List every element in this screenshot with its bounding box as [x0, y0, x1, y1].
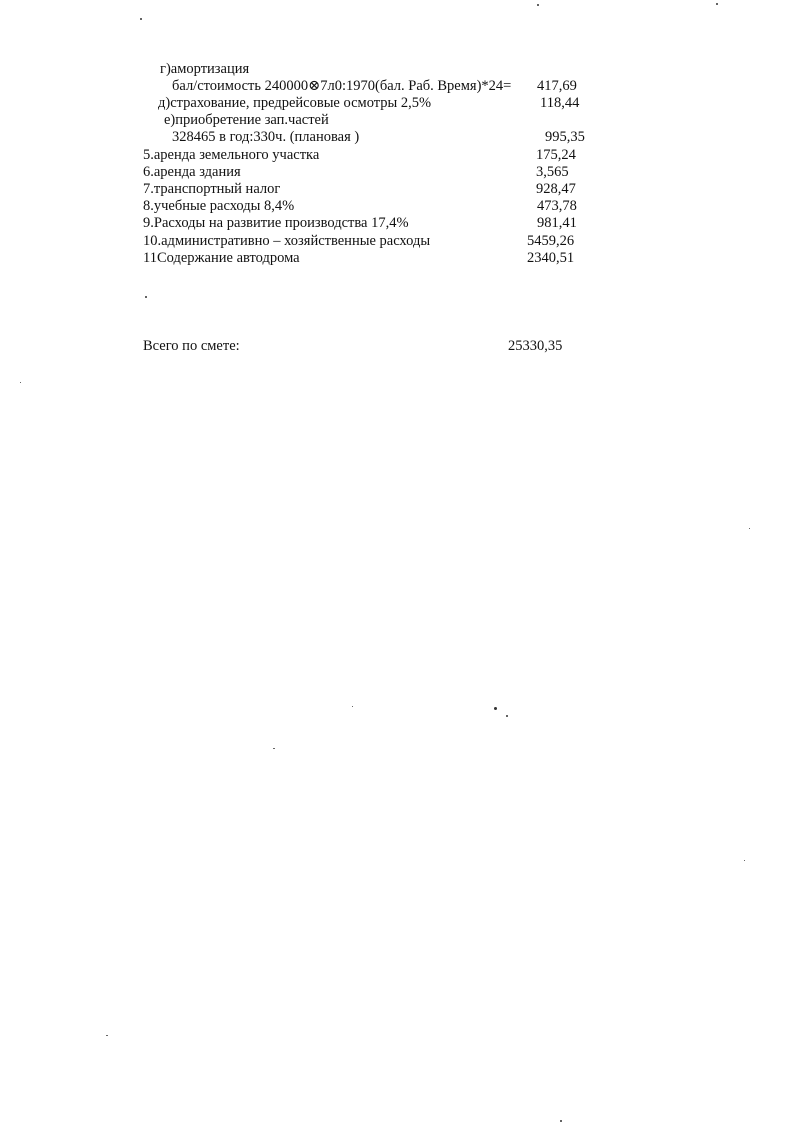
scan-speck [140, 18, 142, 20]
item-building-rent-value: 3,565 [536, 164, 569, 180]
item-autodrome-value: 2340,51 [527, 250, 575, 266]
scan-speck [352, 706, 353, 707]
item-training-costs-label: 8.учебные расходы 8,4% [143, 198, 295, 214]
item-building-rent-label: 6.аренда здания [143, 164, 241, 180]
scan-speck [716, 3, 718, 5]
item-spare-parts-formula: 328465 в год:330ч. (плановая ) [172, 129, 360, 145]
item-admin-costs-label: 10.административно – хозяйственные расходы [143, 233, 431, 249]
item-spare-parts-value: 995,35 [545, 129, 585, 145]
item-insurance-label: д)страхование, предрейсовые осмотры 2,5% [158, 95, 432, 111]
scan-speck [106, 1035, 108, 1036]
item-land-rent-label: 5.аренда земельного участка [143, 147, 320, 163]
scan-speck [744, 860, 745, 861]
item-amortization-value: 417,69 [537, 78, 577, 94]
scan-speck [494, 707, 497, 710]
total-label: Всего по смете: [143, 338, 240, 354]
scan-speck [273, 748, 275, 749]
scan-speck [506, 715, 508, 717]
item-transport-tax-value: 928,47 [536, 181, 576, 197]
item-transport-tax-label: 7.транспортный налог [143, 181, 281, 197]
item-training-costs-value: 473,78 [537, 198, 577, 214]
item-autodrome-label: 11Содержание автодрома [143, 250, 300, 266]
item-insurance-value: 118,44 [540, 95, 580, 111]
item-development-costs-value: 981,41 [537, 215, 577, 231]
item-development-costs-label: 9.Расходы на развитие производства 17,4% [143, 215, 409, 231]
item-admin-costs-value: 5459,26 [527, 233, 575, 249]
scan-speck [560, 1120, 562, 1122]
item-amortization-heading: г)амортизация [160, 61, 250, 77]
scan-speck [537, 4, 539, 6]
item-spare-parts-heading: е)приобретение зап.частей [164, 112, 329, 128]
scan-speck [20, 382, 21, 383]
total-value: 25330,35 [508, 338, 563, 354]
scan-speck [145, 296, 147, 298]
item-land-rent-value: 175,24 [536, 147, 576, 163]
item-amortization-formula: бал/стоимость 240000⊗7л0:1970(бал. Раб. Время)*24= [172, 78, 512, 94]
scan-speck [749, 528, 750, 529]
